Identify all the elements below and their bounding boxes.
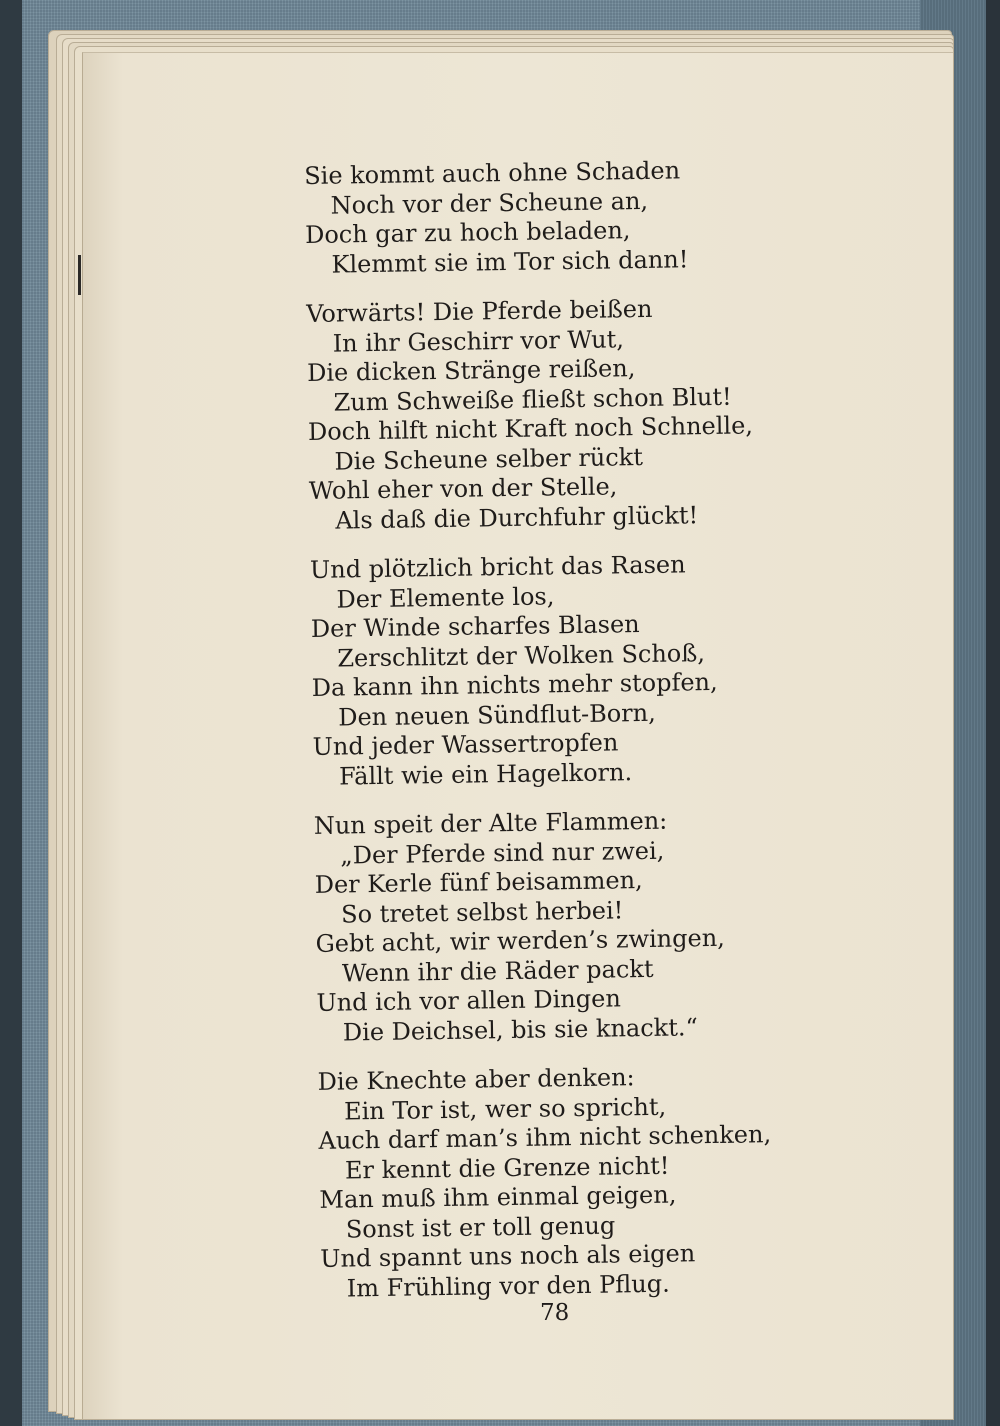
poem-line: Ein Tor ist, wer so spricht, <box>343 1092 667 1126</box>
poem-line: Die Deichsel, bis sie knackt.“ <box>342 1012 698 1047</box>
poem-line: Zum Schweiße fließt schon Blut! <box>333 382 732 417</box>
poem-line: Nun speit der Alte Flammen: <box>313 806 668 840</box>
poem-line: Er kennt die Grenze nicht! <box>344 1151 670 1185</box>
poem-line: Die Knechte aber denken: <box>317 1063 635 1096</box>
poem-line: Als daß die Durchfuhr glückt! <box>335 500 699 535</box>
cover-right-edge <box>986 0 1000 1426</box>
poem-line: Sonst ist er toll genug <box>345 1211 616 1243</box>
poem-line: Da kann ihn nichts mehr stopfen, <box>311 667 718 702</box>
stanza <box>304 154 866 280</box>
poem-line: Die dicken Stränge reißen, <box>306 354 636 387</box>
poem-line: Die Scheune selber rückt <box>334 442 644 476</box>
poem-line: Der Kerle fünf beisammen, <box>314 866 643 899</box>
stanza <box>317 1060 880 1304</box>
poem-line: In ihr Geschirr vor Wut, <box>332 324 625 358</box>
poem-line: Der Winde scharfes Blasen <box>310 610 640 643</box>
poem-line: Und ich vor allen Dingen <box>316 984 621 1017</box>
poem-line: Noch vor der Scheune an, <box>330 186 649 220</box>
gutter-mark <box>78 255 81 295</box>
poem-line: Gebt acht, wir werden’s zwingen, <box>315 923 725 958</box>
poem-line: So tretet selbst herbei! <box>340 895 624 929</box>
page-number: 78 <box>540 1300 570 1326</box>
poem-line: Und plötzlich bricht das Rasen <box>309 550 686 584</box>
stanza <box>310 548 873 792</box>
poem-line: Vorwärts! Die Pferde beißen <box>306 294 653 328</box>
poem-line: Wenn ihr die Räder packt <box>341 954 654 988</box>
poem-line: Sie kommt auch ohne Schaden <box>304 156 681 190</box>
poem-line: Klemmt sie im Tor sich dann! <box>331 244 689 279</box>
poem-line: Der Elemente los, <box>336 581 555 614</box>
poem-line: Fällt wie ein Hagelkorn. <box>338 757 633 791</box>
poem-line: Und spannt uns noch als eigen <box>320 1239 696 1273</box>
poem-line: Im Frühling vor den Pflug. <box>346 1269 670 1302</box>
poem-line: Doch gar zu hoch beladen, <box>304 216 631 249</box>
poem-line: Man muß ihm einmal geigen, <box>319 1180 677 1214</box>
poem-line: Und jeder Wassertropfen <box>312 728 619 761</box>
poem-line: Den neuen Sündflut-Born, <box>338 698 656 732</box>
stanza <box>314 804 877 1048</box>
poem-line: Doch hilft nicht Kraft noch Schnelle, <box>307 411 754 446</box>
poem-line: Wohl eher von der Stelle, <box>308 472 618 505</box>
poem-line: Zerschlitzt der Wolken Schoß, <box>337 638 706 673</box>
stanza <box>306 292 869 536</box>
poem-line: Auch darf man’s ihm nicht schenken, <box>318 1120 772 1155</box>
poem-text <box>304 154 881 1324</box>
cover-left-edge <box>0 0 22 1426</box>
poem-line: „Der Pferde sind nur zwei, <box>340 836 665 870</box>
